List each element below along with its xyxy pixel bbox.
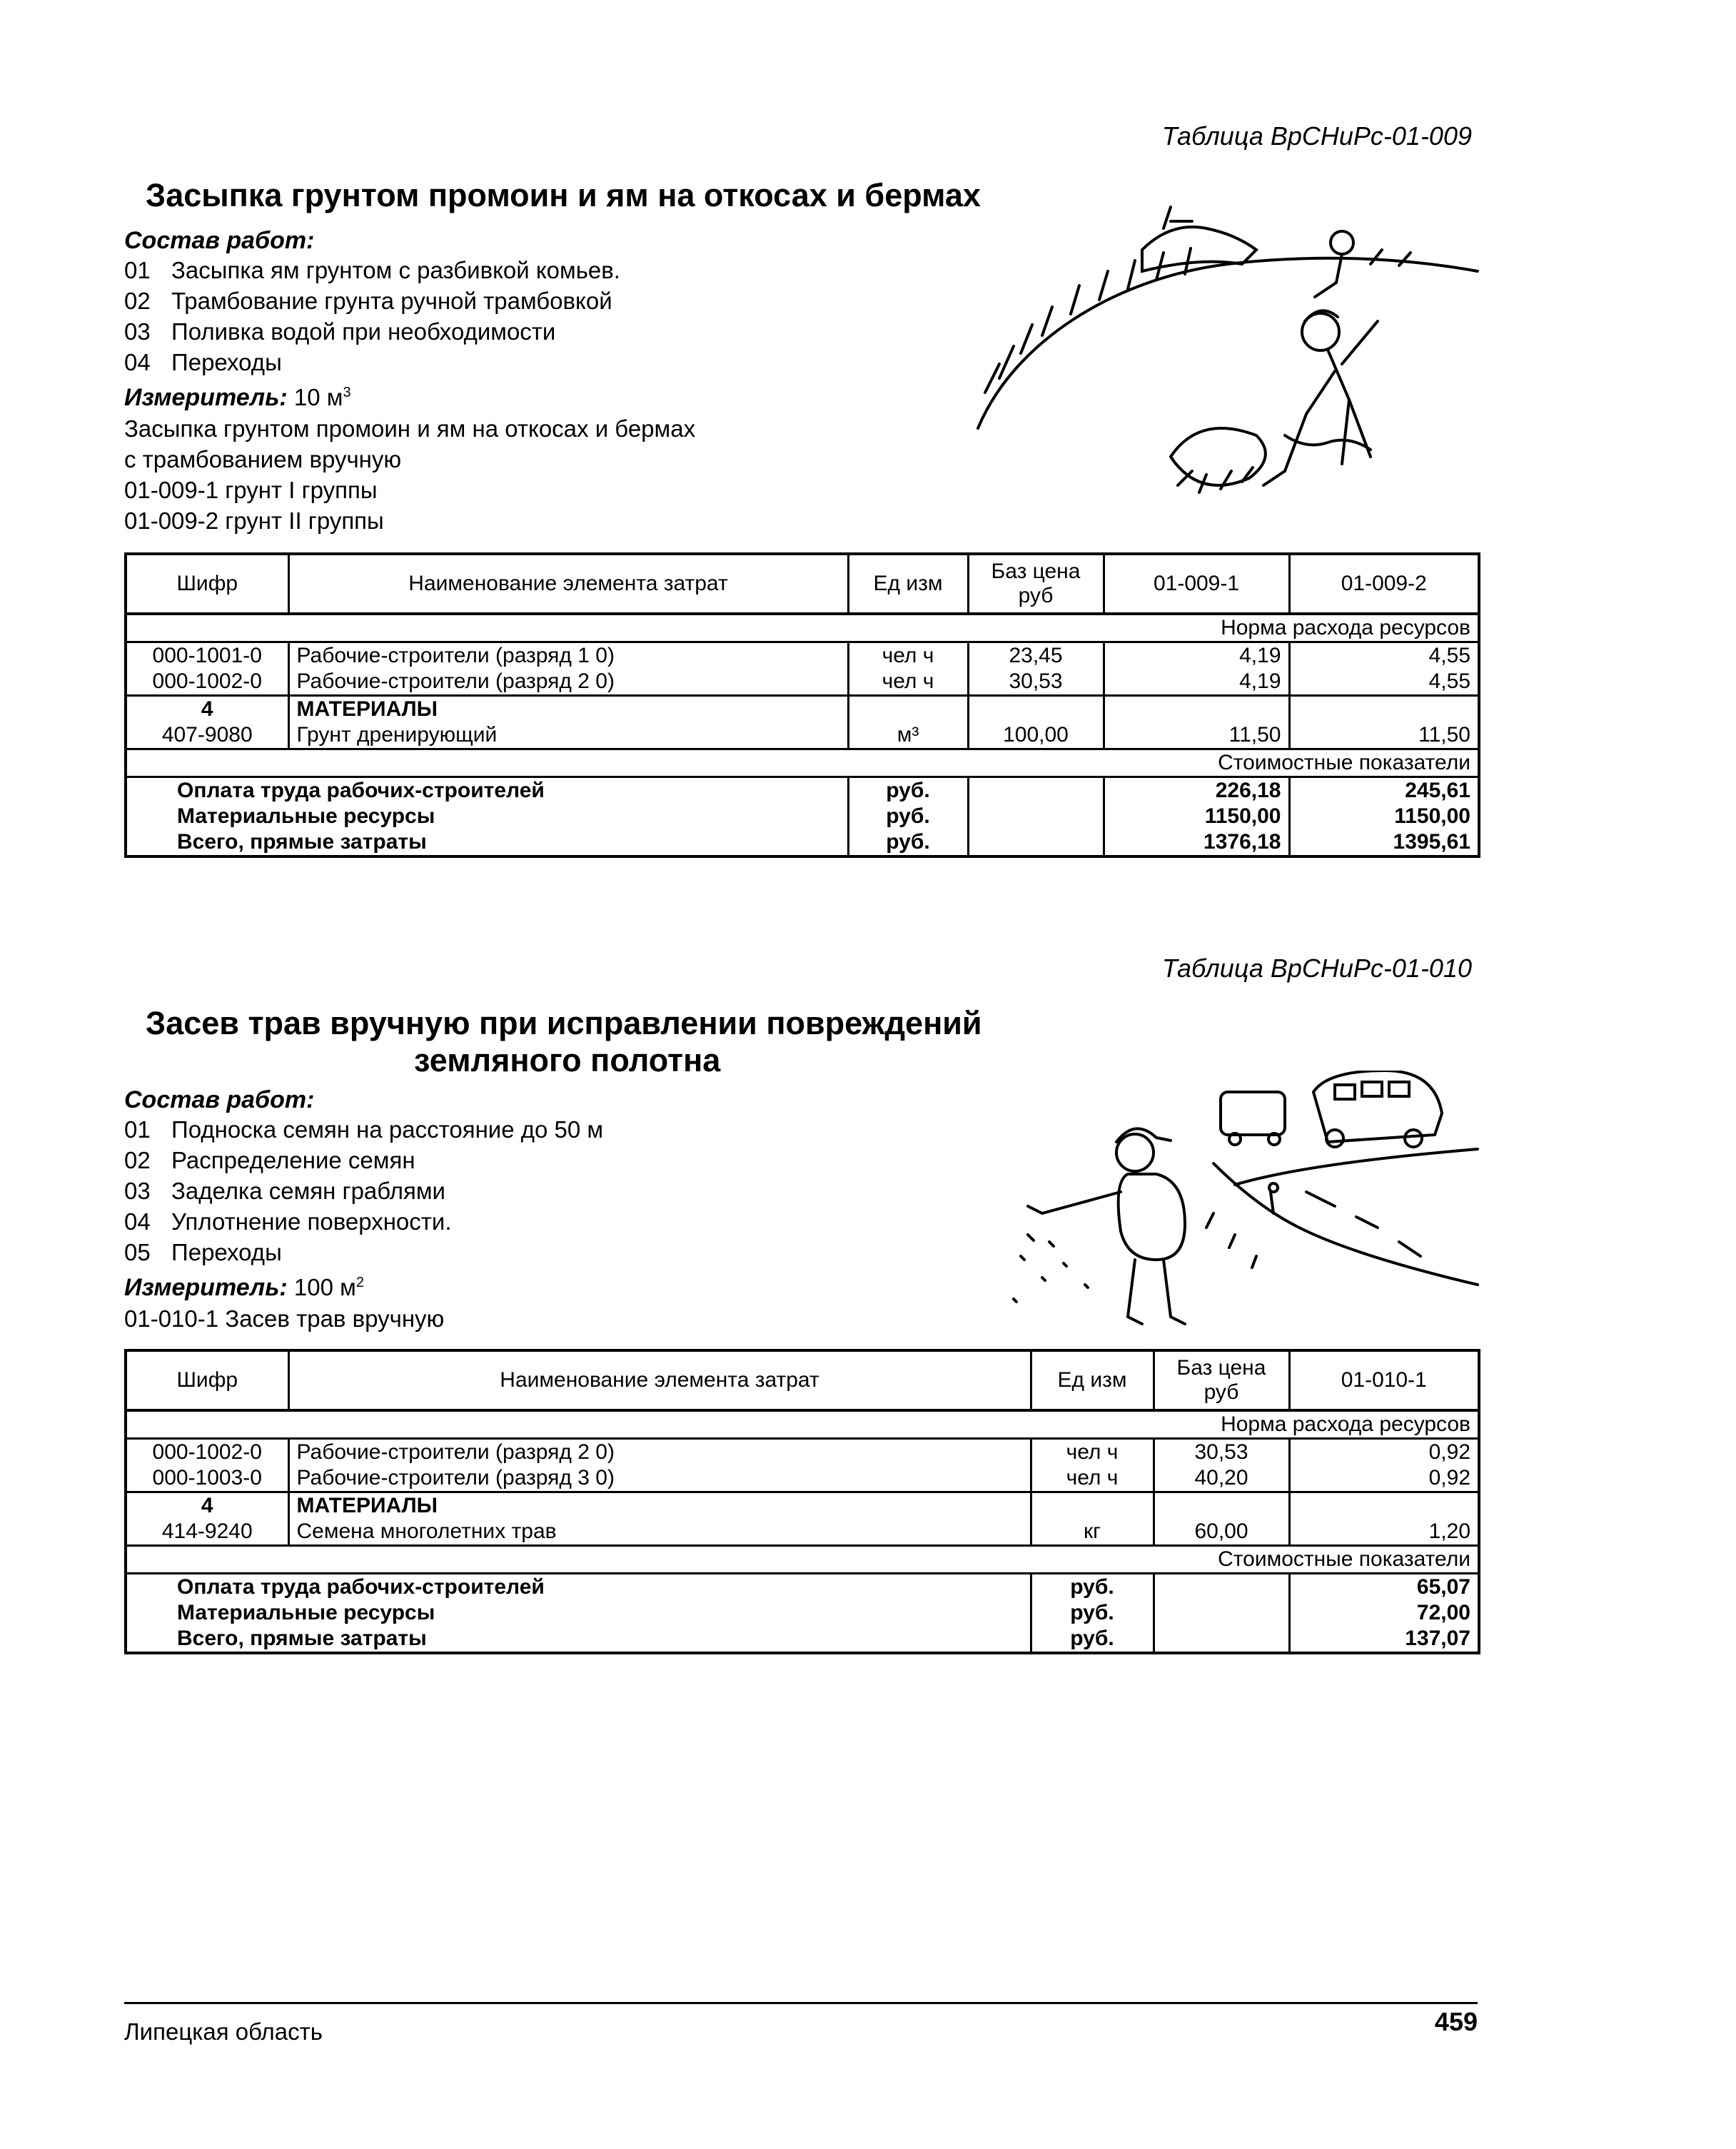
- table-row: 000-1002-0 Рабочие-строители (разряд 2 0) чел ч 30,53 4,19 4,55: [126, 669, 1479, 696]
- col-header-price: Баз цена руб: [1154, 1350, 1289, 1410]
- band-cost-row: [126, 1546, 1479, 1574]
- total-row: Оплата труда рабочих-строителей руб. 65,07: [126, 1574, 1479, 1601]
- table-row: 414-9240 Семена многолетних трав кг 60,00 1,20: [126, 1519, 1479, 1546]
- col-header-name: Наименование элемента затрат: [288, 554, 848, 614]
- desc-line: Засыпка грунтом промоин и ям на откосах и бермах: [124, 415, 696, 442]
- step-line: 04 Переходы: [124, 349, 282, 375]
- meter-line: Измеритель: 10 $м^3$: [124, 384, 351, 411]
- total-row: Оплата труда рабочих-строителей руб. 226,18 245,61: [126, 777, 1479, 804]
- total-row: Всего, прямые затраты руб. 137,07: [126, 1626, 1479, 1653]
- meter-line: Измеритель: 100 $м^2$: [124, 1274, 364, 1301]
- materials-row: 4 МАТЕРИАЛЫ: [126, 1492, 1479, 1520]
- illustration-sowing-road: [999, 1071, 1485, 1335]
- band-cost-label: Стоимостные показатели: [1104, 749, 1479, 777]
- step-line: 01 Засыпка ям грунтом с разбивкой комьев.: [124, 257, 620, 283]
- section-title-01-010-line1: Засев трав вручную при исправлении повреждений: [146, 1005, 982, 1041]
- table-id-01-010: Таблица ВрСНиРс-01-010: [1161, 954, 1472, 983]
- col-header-unit: Ед изм: [848, 554, 968, 614]
- step-line: 01 Подноска семян на расстояние до 50 м: [124, 1116, 604, 1143]
- desc-line: 01-010-1 Засев трав вручную: [124, 1305, 445, 1332]
- step-line: 02 Трамбование грунта ручной трамбовкой: [124, 288, 612, 314]
- col-header-v2: 01-009-2: [1289, 554, 1479, 614]
- col-header-name: Наименование элемента затрат: [288, 1350, 1031, 1410]
- step-line: 02 Распределение семян: [124, 1147, 415, 1173]
- total-row: Всего, прямые затраты руб. 1376,18 1395,61: [126, 829, 1479, 856]
- page-number: 459: [1434, 2007, 1478, 2036]
- band-cost-label: Стоимостные показатели: [1154, 1546, 1479, 1574]
- footer-region: Липецкая область: [124, 2018, 323, 2045]
- band-norm-row: [126, 1410, 1479, 1439]
- total-row: Материальные ресурсы руб. 72,00: [126, 1600, 1479, 1626]
- band-cost-row: [126, 749, 1479, 777]
- materials-row: 4 МАТЕРИАЛЫ: [126, 696, 1479, 723]
- col-header-code: Шифр: [126, 1350, 288, 1410]
- illustration-workers-slope: [971, 200, 1485, 535]
- desc-line: 01-009-2 грунт II группы: [124, 507, 384, 534]
- composition-heading: Состав работ:: [124, 227, 315, 254]
- footer-divider: [124, 2002, 1478, 2004]
- col-header-v1: 01-009-1: [1104, 554, 1289, 614]
- step-line: 03 Поливка водой при необходимости: [124, 318, 556, 345]
- composition-heading: Состав работ:: [124, 1086, 315, 1113]
- step-line: 03 Заделка семян граблями: [124, 1178, 445, 1204]
- resource-table-01-010: [124, 1349, 1480, 1654]
- step-line: 04 Уплотнение поверхности.: [124, 1208, 452, 1235]
- table-header-row: [126, 554, 1479, 614]
- table-header-row: [126, 1350, 1479, 1410]
- section-title-01-009: Засыпка грунтом промоин и ям на откосах и бермах: [146, 177, 981, 213]
- table-id-01-009: Таблица ВрСНиРс-01-009: [1161, 121, 1472, 151]
- section-title-01-010-line2: земляного полотна: [414, 1042, 721, 1078]
- section2-text-block: [124, 1086, 603, 1334]
- total-row: Материальные ресурсы руб. 1150,00 1150,00: [126, 804, 1479, 829]
- table-row: 000-1003-0 Рабочие-строители (разряд 3 0) чел ч 40,20 0,92: [126, 1465, 1479, 1492]
- resource-table-01-009: [124, 552, 1480, 858]
- desc-line: с трамбованием вручную: [124, 446, 402, 472]
- table-row: 000-1001-0 Рабочие-строители (разряд 1 0) чел ч 23,45 4,19 4,55: [126, 642, 1479, 669]
- band-norm-label: Норма расхода ресурсов: [1154, 1410, 1479, 1439]
- col-header-price: Баз цена руб: [968, 554, 1104, 614]
- desc-line: 01-009-1 грунт I группы: [124, 477, 378, 503]
- table-row: 407-9080 Грунт дренирующий м³ 100,00 11,50 11,50: [126, 722, 1479, 749]
- col-header-code: Шифр: [126, 554, 288, 614]
- col-header-v1: 01-010-1: [1289, 1350, 1479, 1410]
- step-line: 05 Переходы: [124, 1239, 282, 1265]
- band-norm-label: Норма расхода ресурсов: [1104, 614, 1479, 642]
- table-row: 000-1002-0 Рабочие-строители (разряд 2 0) чел ч 30,53 0,92: [126, 1439, 1479, 1466]
- col-header-unit: Ед изм: [1031, 1350, 1154, 1410]
- section1-text-block: [124, 227, 695, 536]
- band-norm-row: [126, 614, 1479, 642]
